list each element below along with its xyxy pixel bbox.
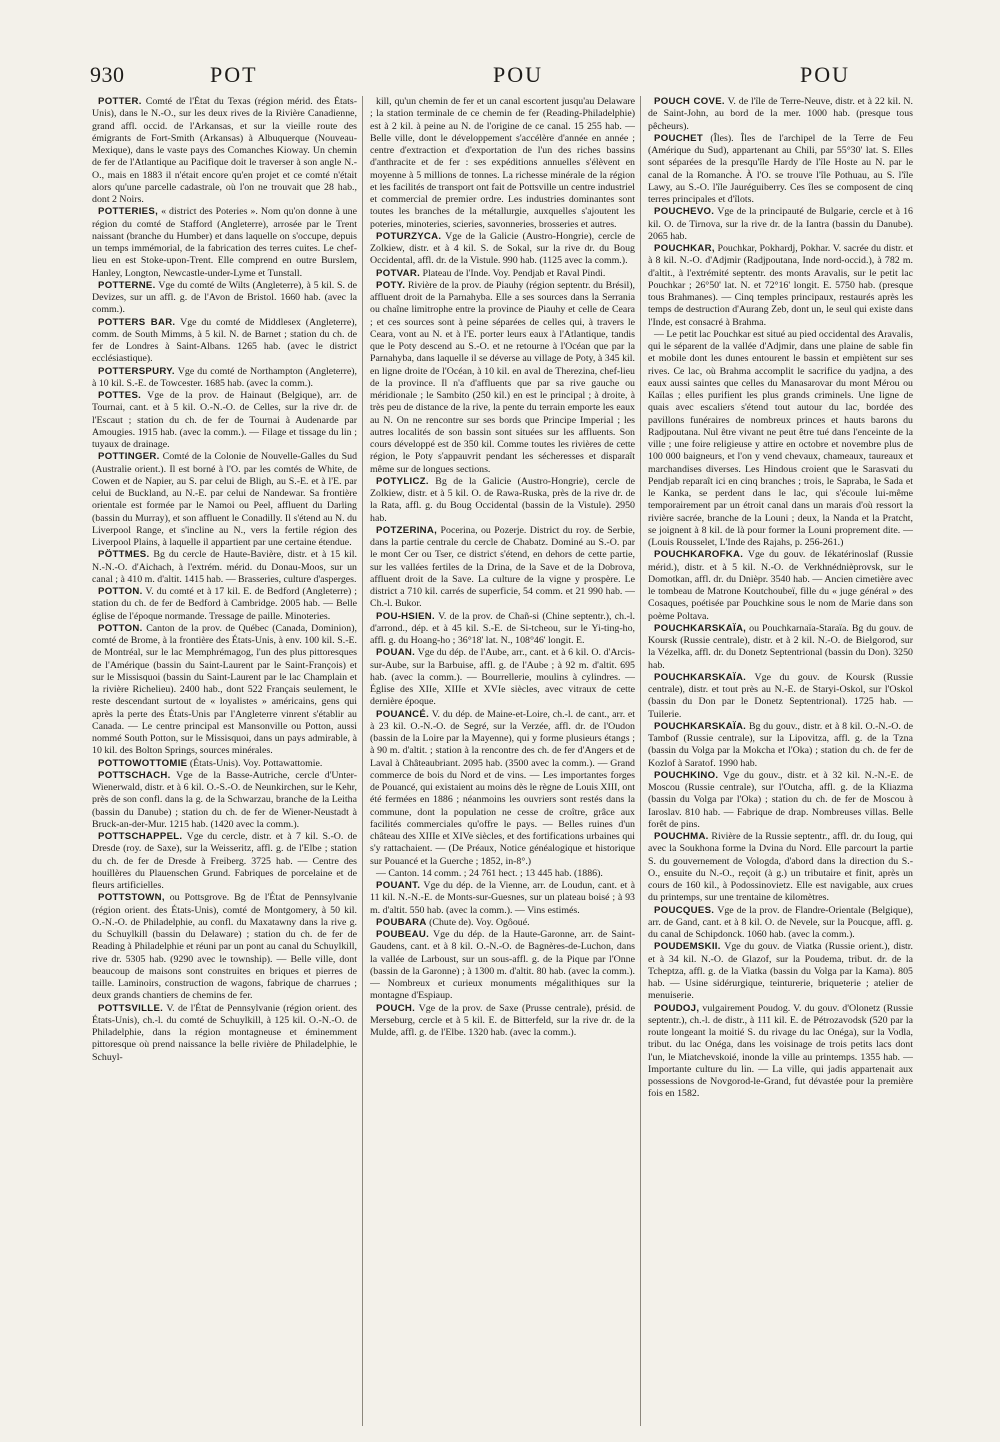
entry-headword: POTTOWOTTOMIE xyxy=(98,757,188,769)
text-column-2 xyxy=(370,96,635,1426)
dictionary-entry xyxy=(92,280,357,317)
dictionary-entry xyxy=(648,941,913,1002)
entry-text: ou Pouchkarnaïa-Staraïa. Bg du gouv. de Koursk (Russie centrale), distr. et à 2 kil. N.-O. de Bielgorod, sur la Vézelka, affl. dr. du Donetz Septentrional (bassin du Don). 3250 hab. xyxy=(648,622,913,671)
entry-text: (Chute de). Voy. Ogôoué. xyxy=(429,916,530,928)
page-number: 930 xyxy=(90,62,125,87)
entry-text: Bg de la Galicie (Austro-Hongrie), cercle de Zolkiew, distr. et à 5 kil. O. de Rawa-Ruska, près de la rive dr. de la Rata, affl. g. du Boug Occidental (bassin de la Vistule). 2950 hab. xyxy=(370,475,635,524)
entry-headword: POTTSCHAPPEL. xyxy=(98,831,183,842)
dictionary-entry xyxy=(370,476,635,525)
dictionary-entry xyxy=(648,623,913,672)
entry-headword: PÖTTMES. xyxy=(98,549,150,561)
entry-headword: POUCHMA. xyxy=(654,831,709,842)
dictionary-entry xyxy=(648,133,913,207)
entry-headword: POUCH COVE. xyxy=(654,96,725,107)
entry-headword: POTY. xyxy=(376,279,406,291)
dictionary-entry xyxy=(648,549,913,623)
entry-headword: POUCH. xyxy=(376,1002,416,1014)
dictionary-entry xyxy=(370,96,635,231)
dictionary-entry xyxy=(92,758,357,770)
dictionary-entry xyxy=(92,206,357,280)
entry-text: Vge du dép. de la Haute-Garonne, arr. de Saint-Gaudens, cant. et à 8 kil. O.-N.-O. de Bagnères-de-Luchon, dans la vallée de Larboust, sur un sous-affl. g. de la Pique par l'Onne (bassin de la Garonne) ; à 1300 m. d'altit. 80 hab. (avec la comm.). — Nombreux et curieux monuments mégalithiques sur la montagne d'Espiaup. xyxy=(370,929,635,1002)
entry-text: Pocerina, ou Pozerje. District du roy. de Serbie, dans la partie centrale du cercle de Chabatz. Dominé au S.-O. par le mont Cer ou Tser, ce district s'étend, en dehors de cette partie, sur les vallées fertiles de la Drina, de la Save et de la Dobrova, affluent droit de la Save. La culture de la vigne y prospère. Le district a 710 kil. carrés de superficie, 54 comm. et 21 990 hab. — Ch.-l. Bukor. xyxy=(370,524,635,610)
entry-text: Comté de la Colonie de Nouvelle-Galles du Sud (Australie orient.). Il est borné à l'O. par les comtés de White, de Cowen et de Napier, au S. par celui de Bligh, au S.-E. et à l'E. par celui de Buckland, au N.-E. par celui de Nandewar. Sa frontière orientale est formée par le Namoi ou Peel, affluent du Darling (bassin du Murray), et son affluent le Conadilly. Il s'étend au N. du Liverpool Range, et s'incline au N., vers la fertile région des Liverpool Plains, à laquelle il appartient par une certaine étendue. xyxy=(92,451,357,548)
entry-headword: POTTON. xyxy=(98,586,143,597)
entry-headword: POUCHKAROFKA. xyxy=(654,549,744,561)
entry-text: Canton de la prov. de Québec (Canada, Dominion), comté de Brome, à la frontière des États-Unis, à env. 100 kil. S.-E. de Montréal, sur le lac Memphrémagog, l'un des plus pittoresques de l'Amérique (bassin du Saint-Laurent par le Saint-François) et sur le Missisquoi (bassin du Saint-Laurent par le lac Champlain et la rivière Richelieu). 2400 hab., dont 522 Français seulement, le reste descendant surtout de « loyalistes » américains, gens qui après la perte des États-Unis par l'Angleterre vinrent s'établir au Canada. — Le centre principal est Mansonville ou Potton, aussi nommé South Potton, sur le Missisquoi, dans un pays admirable, à 10 kil. des Bolton Springs, sources minérales. xyxy=(92,622,357,757)
entry-text: Bg du cercle de Haute-Bavière, distr. et à 15 kil. N.-N.-O. d'Aichach, à l'extrém. mérid. du Donau-Moos, sur un canal ; à 410 m. d'altit. 1415 hab. — Brasseries, culture d'asperges. xyxy=(92,549,357,585)
dictionary-entry xyxy=(370,268,635,280)
entry-headword: POUANT. xyxy=(376,880,421,891)
entry-headword: POTTERNE. xyxy=(98,279,156,291)
entry-headword: POUCHKAR, xyxy=(654,243,715,254)
entry-headword: POU-HSIEN. xyxy=(376,610,435,622)
entry-headword: POUCHEVO. xyxy=(654,206,715,218)
entry-headword: POTTES. xyxy=(98,390,142,401)
dictionary-entry xyxy=(370,868,635,880)
entry-text: « district des Poteries ». Nom qu'on donne à une région du comté de Stafford (Angleterre), arrosée par le Trent naissant (branche du Humber) et dans laquelle on s'occupe, depuis un temps immémorial, de la fabrication des terres cuites. Le chef-lieu en est Stoke-upon-Trent. Elle comprend en outre Burslem, Hanley, Longton, Newcastle-under-Lyme et Tunstall. xyxy=(92,206,357,279)
entry-text: Rivière de la prov. de Piauhy (région septentr. du Brésil), affluent droit de la Parnahyba. Elle a ses sources dans la Serrania ou chaîne limitrophe entre la province de Piauhy et celle de Ceara ; et ces sources sont à peine séparées de celles qui, à travers le Ceara, vont au N. et à l'E. porter leurs eaux à l'Atlantique, tandis que le Poty descend au S.-O. et ne retourne à l'Océan que par la Parnahyba, dans laquelle il se déverse au village de Poty, à 345 kil. en ligne droite de l'Océan, à 10 kil. en aval de Therezina, chef-lieu de la province. Il n'a d'affluents que par sa rive gauche ou méridionale ; le Sambito (250 kil.) en est le principal ; à droite, à très peu de distance de la rive, la pente du terrain emporte les eaux au N. On ne rencontre sur ses bords que Principe Imperial ; les autres localités de son bassin sont situées sur les affluents. Son cours développé est de 350 kil. Comme toutes les rivières de cette région, le Poty s'appauvrit pendant les sécheresses et disparaît même sur de longues sections. xyxy=(370,279,635,475)
entry-headword: POUCHET xyxy=(654,132,704,144)
dictionary-entry xyxy=(648,96,913,133)
entry-headword: POUBEAU. xyxy=(376,929,430,940)
entry-text: Vge de la prov. de Hainaut (Belgique), arr. de Tournai, cant. et à 5 kil. O.-N.-O. de Celles, sur la rive dr. de l'Escaut ; station du ch. de fer de Tournai à Audenarde par Amougies. 1915 hab. (avec la comm.). — Filage et tissage du lin ; tuyaux de drainage. xyxy=(92,390,357,450)
dictionary-entry xyxy=(92,831,357,892)
entry-headword: POUCHKARSKAÏA, xyxy=(654,622,747,634)
entry-headword: POUDEMSKII. xyxy=(654,941,721,953)
column-rule xyxy=(640,96,641,1426)
entry-text: V. de la prov. de Chañ-si (Chine septentr.), ch.-l. d'arrond., dép. et à 45 kil. S.-E. de Si-tcheou, sur le Yi-ting-ho, affl. g. du Hoang-ho ; 36°18' lat. N., 108°46' longit. E. xyxy=(370,610,635,646)
dictionary-entry xyxy=(370,1003,635,1040)
entry-text: Vge du comté de Northampton (Angleterre), à 10 kil. S.-E. de Towcester. 1685 hab. (avec la comm.). xyxy=(92,365,357,389)
dictionary-entry xyxy=(648,770,913,831)
entry-text: Vge du cercle, distr. et à 7 kil. S.-O. de Dresde (roy. de Saxe), sur la Weisseritz, affl. g. de l'Elbe ; station du ch. de fer de Dresde à Freiberg. 3725 hab. — Centre des houillères du Plauenschen Grund. Fabriques de porcelaine et de fleurs artificielles. xyxy=(92,831,357,891)
entry-headword: POUANCÉ. xyxy=(376,708,430,720)
dictionary-entry xyxy=(92,1003,357,1064)
dictionary-entry xyxy=(370,525,635,611)
dictionary-entry xyxy=(370,611,635,648)
dictionary-entry xyxy=(92,623,357,758)
dictionary-entry xyxy=(92,770,357,831)
entry-headword: POTTSVILLE. xyxy=(98,1002,164,1014)
dictionary-entry xyxy=(370,917,635,929)
entry-headword: POTURZYCA. xyxy=(376,230,442,242)
text-column-3 xyxy=(648,96,913,1426)
entry-text: V. du dép. de Maine-et-Loire, ch.-l. de cant., arr. et à 23 kil. O.-N.-O. de Segré, sur la Verzée, affl. dr. de l'Oudon (bassin de la Loire par la Mayenne), qui y forme plusieurs étangs ; à 90 m. d'altit. ; station à la rencontre des ch. de fer d'Angers et de Laval à Châteaubriant. 2095 hab. (3500 avec la comm.). — Grand commerce de bois du Nord et de vins. — Les importantes forges de Pouancé, qui existaient au moins dès le règne de Louis XIII, ont été fermées en 1886 ; néanmoins les ouvriers sont restés dans la commune, dont la population ne cesse de croître, grâce aux facilités commerciales qu'offre le pays. — Belles ruines d'un château des XIIIe et XIVe siècles, et des fortifications urbaines qui s'y rattachaient. — (De Préaux, Notice généalogique et historique sur Pouancé et la Guerche ; 1852, in-8°.) xyxy=(370,708,635,867)
entry-headword: POTTERSPURY. xyxy=(98,365,175,377)
dictionary-entry xyxy=(370,231,635,268)
entry-headword: POTTSCHACH. xyxy=(98,769,171,781)
entry-headword: POTTERIES, xyxy=(98,206,159,218)
entry-text: Vge du dép. de l'Aube, arr., cant. et à 6 kil. O. d'Arcis-sur-Aube, sur la Barbuise, affl. g. de l'Aube ; à 92 m. d'altit. 695 hab. (avec la comm.). — Bourrellerie, moulins à cylindres. — Église des XIIe, XIIIe et XVIe siècles, avec vitraux de cette dernière époque. xyxy=(370,647,635,708)
entry-text: Vge du comté de Wilts (Angleterre), à 5 kil. S. de Devizes, sur un affl. g. de l'Avon de Bristol. 1660 hab. (avec la comm.). xyxy=(92,279,357,316)
dictionary-entry xyxy=(370,280,635,476)
entry-headword: POTYLICZ. xyxy=(376,475,429,487)
dictionary-entry xyxy=(370,880,635,917)
dictionary-entry xyxy=(648,206,913,243)
entry-headword: POTTSTOWN, xyxy=(98,892,165,904)
entry-text: Vge du gouv. de Koursk (Russie centrale), distr. et tout près au N.-E. de Staryi-Oskol, sur l'Oskol (bassin du Don par le Donetz Septentrional). 1725 hab. — Tuilerie. xyxy=(648,671,913,720)
entry-text: Vge du comté de Middlesex (Angleterre), comm. de South Mimms, à 5 kil. N. de Barnet ; station du ch. de fer de Londres à Saint-Albans. 1265 hab. (avec le district ecclésiastique). xyxy=(92,316,357,365)
text-column-1 xyxy=(92,96,357,1426)
entry-text: vulgairement Poudog. V. du gouv. d'Olonetz (Russie septentr.), ch.-l. de distr., à 111 kil. E. de Pétrozavodsk (520 par la route longeant la moitié S. du rivage du lac Onéga), sur la Vodla, tribut. du lac Onéga, dans les voisinage de trois petits lacs dont l'un, le Miatchevskoié, inonde la ville au printemps. 1355 hab. — Importante culture du lin. — La ville, qui jadis appartenait aux possessions de Novgorod-le-Grand, fut dévastée pour la première fois en 1582. xyxy=(648,1002,913,1100)
entry-text: — Le petit lac Pouchkar est situé au pied occidental des Aravalis, qui le séparent de la vallée d'Adjmir, dans une plaine de sable fin et mobile dont les dunes entourent le bassin et empiètent sur ses rives. Ce lac, où Brahma accomplit le sacrifice du yadjna, a des eaux aussi saintes que celles du Manasarovar du mont Mérou ou Kaïlas ; elles purifient les plus grands criminels. Une ligne de quais avec escaliers s'étend tout autour du lac, bordée des pavillons funéraires de nombreux princes et hauts barons du Radjpoutana. Nul être vivant ne peut être tué dans l'enceinte de la ville ; une foire religieuse y attire en octobre et novembre plus de 100 000 baigneurs, et l'on y vend chevaux, chameaux, taureaux et marchandises diverses. Les Hindous croient que le Sarasvati du Pendjab reparaît ici en cinq branches ; trois, le Sapraba, le Sada et le Kanka, se perdent dans le lac, qui s'écoule lui-même temporairement par un étroit canal dans un marais d'où ressort la rivière sacrée, branche de la Louni ; deux, la Nanda et la Pratcht, se joignent à 8 kil. de là pour former la Louni proprement dite. — (Louis Rousselet, L'Inde des Rajahs, p. 256-261.) xyxy=(648,328,913,548)
entry-headword: POTVAR. xyxy=(376,267,421,279)
entry-text: V. de l'île de Terre-Neuve, distr. et à 22 kil. N. de Saint-John, au bord de la mer. 1000 hab. (presque tous pêcheurs). xyxy=(648,96,913,132)
entry-text: (Îles). Îles de l'archipel de la Terre de Feu (Amérique du Sud), appartenant au Chili, par 55°30' lat. S. Elles sont séparées de la presqu'île Hardy de l'île Hoste au N. par le canal de la Romanche. À l'O. se trouve l'île Pothuau, au S. l'île Lawy, au S.-O. l'île Jauréguiberry. Ces îles se composent de cinq terres principales et d'îlots. xyxy=(648,132,913,205)
entry-headword: POUCHKINO. xyxy=(654,769,719,781)
entry-text: Vge de la prov. de Saxe (Prusse centrale), présid. de Merseburg, cercle et à 5 kil. E. de Bitterfeld, sur la rive dr. de la Mulde, affl. g. de l'Elbe. 1320 hab. (avec la comm.). xyxy=(370,1002,635,1038)
dictionary-entry xyxy=(648,905,913,942)
entry-text: Pouchkar, Pokhardj, Pokhar. V. sacrée du distr. et à 8 kil. N.-O. d'Adjmir (Radjpoutana, Inde nord-occid.), à 782 m. d'altit., à l'extrémité septentr. des monts Aravalis, sur le petit lac Pouchkar ; 26°50' lat. N. et 72°16' longit. E. 5750 hab. (presque tous Brahmanes). — Cinq temples principaux, restaurés après les temps de destruction d'Aurang Zeb, dont un, le seul qui existe dans l'Inde, est consacré à Brahma. xyxy=(648,243,913,328)
dictionary-entry xyxy=(648,831,913,905)
entry-headword: POTTERS BAR. xyxy=(98,316,176,328)
entry-text: Vge de la principauté de Bulgarie, cercle et à 16 kil. O. de Tirnova, sur la rive dr. de la Iantra (bassin du Danube). 2065 hab. xyxy=(648,206,913,242)
dictionary-entry xyxy=(92,586,357,623)
running-head-left: POT xyxy=(210,62,258,87)
entry-text: Bg du gouv., distr. et à 8 kil. O.-N.-O. de Tambof (Russie centrale), sur la Lipovitza, affl. g. de la Tzna (bassin du Volga par la Mokcha et l'Oka) ; station du ch. de fer de Kozlof à Saratof. 1990 hab. xyxy=(648,720,913,769)
dictionary-entry xyxy=(648,1003,913,1101)
entry-headword: POTTINGER. xyxy=(98,451,160,463)
entry-text: V. de l'État de Pennsylvanie (région orient. des États-Unis), ch.-l. du comté de Schuylkill, à 125 kil. O.-N.-O. de Philadelphie, dans la région montagneuse et éminemment pittoresque où prend naissance la belle rivière de Philadelphie, le Schuyl- xyxy=(92,1002,357,1063)
running-head-middle: POU xyxy=(493,62,544,87)
entry-text: V. du comté et à 17 kil. E. de Bedford (Angleterre) ; station du ch. de fer de Bedford à Cambridge. 2005 hab. — Belle église de l'époque normande. Tressage de paille. Minoteries. xyxy=(92,586,357,622)
entry-text: Comté de l'État du Texas (région mérid. des États-Unis), dans le N.-O., sur les deux rives de la Rivière Canadienne, grand affl. occid. de l'Arkansas, et sur la vieille route des émigrants de Fort-Smith (Arkansas) à Albuquerque (Nouveau-Mexique), dans le vaste pays des Comanches Kioway. Un chemin de fer de l'Atlantique au Pacifique doit le traverser à son angle N.-O., mais en 1883 il n'était encore qu'en projet et ce comté n'était alors qu'une parcelle cadastrale, où l'on ne trouvait que 28 hab., dont 2 Noirs. xyxy=(92,96,357,205)
entry-text: Vge du gouv., distr. et à 32 kil. N.-N.-E. de Moscou (Russie centrale), sur l'Outcha, affl. g. de la Kliazma (bassin du Volga par l'Oka) ; station du ch. de fer de Moscou à Iaroslav. 810 hab. — Fabrique de drap. Nombreuses villas. Belle forêt de pins. xyxy=(648,769,913,830)
entry-headword: POUDOJ, xyxy=(654,1002,700,1014)
dictionary-entry xyxy=(92,549,357,586)
entry-headword: POUCHKARSKAÏA. xyxy=(654,671,747,683)
dictionary-entry xyxy=(370,709,635,868)
dictionary-entry xyxy=(370,929,635,1003)
entry-headword: POUAN. xyxy=(376,647,416,659)
entry-text: Vge de la Basse-Autriche, cercle d'Unter-Wienerwald, distr. et à 6 kil. O.-S.-O. de Neunkirchen, sur le Kehr, près de son confl. dans la g. de la Schwarzau, branche de la Leitha (bassin du Danube) ; station du ch. de fer de Wiener-Neustadt à Bruck-an-der-Mur. 1215 hab. (1420 avec la comm.). xyxy=(92,769,357,830)
dictionary-entry xyxy=(648,243,913,329)
dictionary-entry xyxy=(92,892,357,1002)
entry-headword: POTZERINA, xyxy=(376,524,438,536)
entry-headword: POTTER. xyxy=(98,96,142,107)
entry-text: kill, qu'un chemin de fer et un canal escortent jusqu'au Delaware ; la station terminale de ce chemin de fer (Reading-Philadelphie) est à 2 kil. à peine au N. de l'origine de ce canal. 15 255 hab. — Belle ville, dont le développement s'accélère d'année en année ; centre d'extraction et d'exportation de l'un des riches bassins d'anthracite et de fer : ses expéditions annuelles s'élèvent en moyenne à 5 millions de tonnes. La richesse minérale de la région et les facilités de transport ont fait de Pottsville un centre industriel et commercial de premier ordre. Les industries dominantes sont toutes les branches de la métallurgie, auxquelles s'ajoutent les poteries, minoteries, scieries, savonneries, brosseries et autres. xyxy=(370,96,635,230)
dictionary-entry xyxy=(648,329,913,550)
entry-text: Rivière de la Russie septentr., affl. dr. du Ioug, qui avec la Soukhona forme la Dvina du Nord. Elle parcourt la partie S. du gouvernement de Vologda, d'abord dans la direction du S.-O., ensuite du N.-O., reçoit (à g.) un tributaire et finit, après un cours de 160 kil., à Podossinovietz. Elle est navigable, aux crues du printemps, sur une trentaine de kilomètres. xyxy=(648,831,913,904)
dictionary-entry xyxy=(92,317,357,366)
column-rule xyxy=(362,96,363,1426)
entry-text: Plateau de l'Inde. Voy. Pendjab et Raval Pindi. xyxy=(422,267,606,279)
dictionary-entry xyxy=(92,366,357,391)
dictionary-entry xyxy=(648,721,913,770)
dictionary-entry xyxy=(370,647,635,708)
dictionary-entry xyxy=(92,451,357,549)
entry-headword: POUCHKARSKAÏA. xyxy=(654,720,747,732)
running-head-right: POU xyxy=(800,62,851,87)
entry-text: Vge du gouv. de Viatka (Russie orient.), distr. et à 34 kil. N.-O. de Glazof, sur la Poudema, tribut. dr. de la Tcheptza, affl. g. de la Viatka (bassin du Volga par la Kama). 805 hab. — Usine sidérurgique, teinturerie, briqueterie ; atelier de menuiserie. xyxy=(648,941,913,1002)
entry-text: — Canton. 14 comm. ; 24 761 hect. ; 13 445 hab. (1886). xyxy=(376,867,603,879)
entry-text: Vge du gouv. de Iékatérinoslaf (Russie mérid.), distr. et à 5 kil. N.-O. de Verkhnédnièprovsk, sur le Domotkan, affl. dr. du Dnièpr. 3540 hab. — Ancien cimetière avec le tombeau de Matrone Koutchoubeï, fille du « juge général » des Cosaques, poétisée par Pouchkine sous le nom de Marie dans son poème Poltava. xyxy=(648,549,913,622)
entry-headword: POUCQUES. xyxy=(654,904,715,916)
entry-text: (États-Unis). Voy. Pottawattomie. xyxy=(189,757,323,769)
dictionary-entry xyxy=(92,96,357,206)
entry-headword: POUBARA xyxy=(376,916,427,928)
entry-text: Vge du dép. de la Vienne, arr. de Loudun, cant. et à 11 kil. N.-N.-E. de Monts-sur-Guesnes, sur un plateau boisé ; à 93 m. d'altit. 550 hab. (avec la comm.). — Vins estimés. xyxy=(370,880,635,916)
entry-text: Vge de la Galicie (Austro-Hongrie), cercle de Zolkiew, distr. et à 4 kil. S. de Sokal, sur la rive dr. du Boug Occidental, affl. dr. de la Vistule. 990 hab. (1125 avec la comm.). xyxy=(370,230,635,267)
entry-headword: POTTON. xyxy=(98,622,143,634)
dictionary-entry xyxy=(648,672,913,721)
entry-text: Vge de la prov. de Flandre-Orientale (Belgique), arr. de Gand, cant. et à 8 kil. O. de Nevele, sur la Poucque, affl. g. du canal de Schipdonck. 1060 hab. (avec la comm.). xyxy=(648,904,913,940)
dictionary-entry xyxy=(92,390,357,451)
entry-text: ou Pottsgrove. Bg de l'État de Pennsylvanie (région orient. des États-Unis), comté de Montgomery, à 50 kil. O.-N.-O. de Philadelphie, au confl. du Maxatawny dans la rive g. du Schuylkill (bassin du Delaware) ; station du ch. de fer de Reading à Philadelphie et réuni par un pont au canal du Schuylkill, rive dr. 5305 hab. (9290 avec le township). — Belle ville, dont beaucoup de maisons sont construites en briques et pierres de taille. Laminoirs, construction de wagons, fabrique de charrues ; deux grands chantiers de chemins de fer. xyxy=(92,892,357,1002)
